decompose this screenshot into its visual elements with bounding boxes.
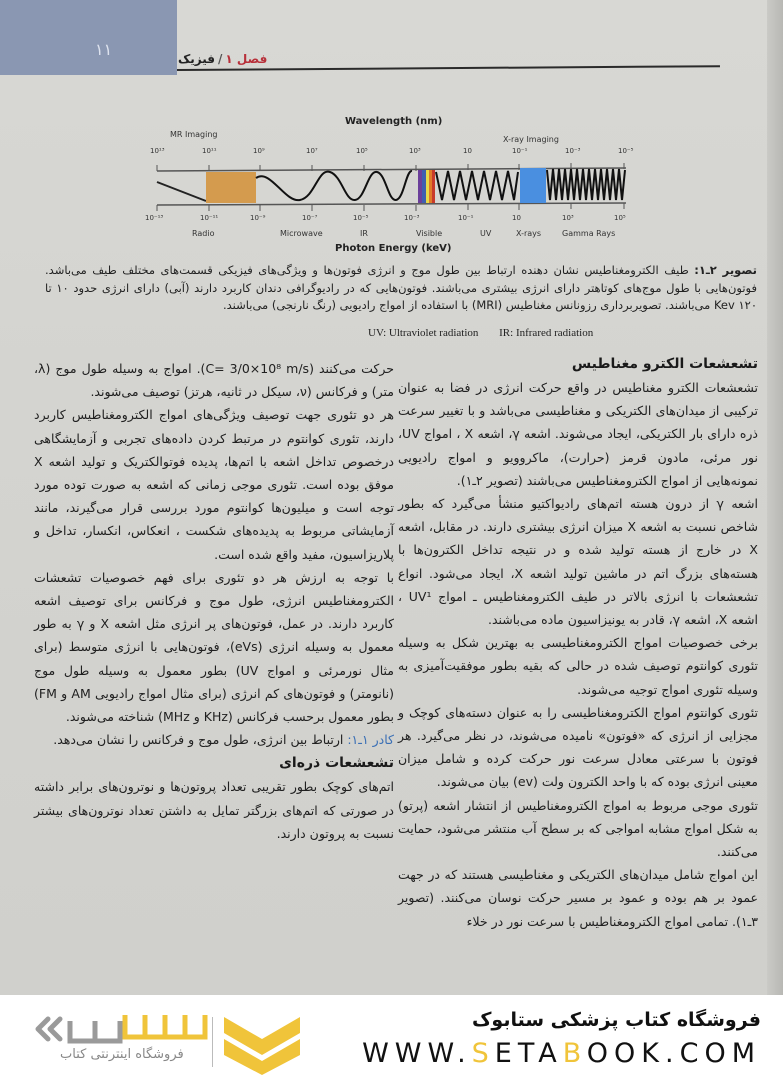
box-text: ارتباط بین انرژی، طول موج و فرکانس را نشان می‌دهد. — [53, 732, 344, 748]
bottom-tick: 10⁻⁵ — [353, 214, 369, 222]
top-tick: 10³ — [409, 147, 421, 155]
bottom-tick: 10⁻⁹ — [250, 214, 266, 222]
region-visible: Visible — [416, 229, 443, 238]
running-head — [178, 52, 267, 66]
xray-imaging-band — [520, 168, 546, 203]
shop-name: فروشگاه کتاب پزشکی ستابوک — [471, 1009, 761, 1031]
shop-url-link[interactable] — [362, 1038, 761, 1069]
box-label: کادر ۱ـ۱: — [347, 732, 394, 748]
top-tick: 10⁹ — [253, 147, 265, 155]
wavelength-axis-title: Wavelength (nm) — [345, 116, 443, 127]
page-edge-shadow — [767, 0, 783, 995]
paragraph: این امواج شامل میدان‌های الکتریکی و مغناطیسی هستند که در جهت عمود بر هم بوده و عمود بر مسیر حرکت نوسان می‌کنند. (تصویر ۳ـ۱). تمامی امواج الکترومغناطیس با سرعت نور در خلاء — [398, 867, 758, 929]
url-part: ETA — [494, 1038, 563, 1069]
uv-abbrev: UV: Ultraviolet radiation — [368, 327, 479, 339]
chevron-logo-icon — [222, 1015, 302, 1075]
region-microwave: Microwave — [280, 229, 323, 238]
paragraph: تشعشعات الکترو مغناطیس در واقع حرکت انرژی در فضا به عنوان ترکیبی از میدان‌های الکتریکی و مغناطیسی می‌باشد و با تغییر سرعت ذره دارای بار الکتریکی، ایجاد می‌شوند. اشعه γ، اشعه X ، امواج UV، نور مرئی، مادون قرمز (حرارت)، ماکروویو و امواج رادیویی نمونه‌هایی از امواج الکترومغناطیس می‌باشند (تصویر ۲ـ۱). — [398, 380, 759, 488]
header-rule — [177, 65, 720, 71]
region-ir: IR — [360, 229, 368, 238]
subject-label: فیزیک — [178, 52, 216, 66]
caption-text: طیف الکترومغناطیس نشان دهنده ارتباط بین طول موج و انرژی فوتون‌ها و ویژگی‌های فیزیکی قسمت‌های مختلف طیف می‌باشد. فوتون‌هایی با طول موج‌های کوتاهتر دارای انرژی بیشتری می‌باشند. فوتون‌هایی که در رادیوگرافی دندان کاربرد دارند (آبی) دارای انرژی حدود ۱۰ تا ۱۲۰ Kev می‌باشند. تصویربرداری رزونانس مغناطیس (MRI) با استفاده از امواج رادیویی (رنگ نارنجی) می‌باشند. — [45, 263, 757, 312]
section-heading-particle: تشعشعات ذره‌ای — [279, 755, 394, 772]
top-tick: 10⁻³ — [565, 147, 581, 155]
top-tick: 10⁷ — [306, 147, 318, 155]
top-tick: 10⁻⁵ — [618, 147, 634, 155]
bottom-tick: 10⁻³ — [404, 214, 420, 222]
chapter-label: فصل ۱ — [225, 52, 268, 66]
top-tick: 10¹³ — [150, 147, 165, 155]
logo-divider — [212, 1017, 213, 1067]
region-xrays: X-rays — [516, 229, 542, 238]
bottom-tick: 10 — [512, 214, 521, 222]
top-tick: 10⁵ — [356, 147, 368, 155]
url-highlight: B — [562, 1038, 587, 1069]
bottom-tick: 10⁻⁷ — [302, 214, 318, 222]
top-tick: 10¹¹ — [202, 147, 217, 155]
bottom-tick: 10⁵ — [614, 214, 626, 222]
url-part: OOK.COM — [586, 1038, 761, 1069]
url-part: WWW. — [362, 1038, 472, 1069]
top-tick: 10⁻¹ — [512, 147, 528, 155]
paragraph: تئوری موجی مربوط به امواج الکترومغناطیس از انتشار اشعه (پرتو) به شکل امواج مشابه امواجی که بر سطح آب منتشر می‌شود، حمایت می‌کنند. — [398, 797, 758, 860]
page-number: ۱۱ — [95, 40, 113, 59]
ir-abbrev: IR: Infrared radiation — [499, 327, 594, 339]
store-banner — [0, 995, 783, 1080]
right-column — [398, 352, 758, 933]
xray-imaging-label: X-ray Imaging — [503, 135, 559, 144]
header-separator: / — [218, 52, 223, 66]
setabook-wordmark — [30, 1007, 210, 1049]
region-gamma: Gamma Rays — [562, 229, 616, 238]
paragraph: حرکت می‌کنند (C= 3/0×10⁸ m/s). امواج به وسیله طول موج (λ، متر) و فرکانس (ν، سیکل در ثانیه، هرتز) توصیف می‌شوند. — [34, 361, 394, 400]
paragraph: اتم‌های کوچک بطور تقریبی تعداد پروتون‌ها و نوترون‌های برابر داشته در صورتی که اتم‌های بزرگتر تمایل به داشتن تعداد نوترون‌های بیشتر نسبت به پروتون دارند. — [34, 779, 394, 841]
paragraph: اشعه γ از درون هسته اتم‌های رادیواکتیو منشأ می‌گیرد که بطور شاخص نسبت به اشعه X میزان انرژی بیشتری دارند. در مقابل، اشعه X در خارج از هسته تولید شده و در نتیجه تداخل الکترون‌ها با هسته‌های بزرگ اتم در ماشین تولید اشعه X، ایجاد می‌شود. انواع تشعشعات با انرژی بالاتر در طیف الکترومغناطیس ـ امواج UV¹ ، اشعه X، اشعه γ، قادر به یونیزاسیون ماده می‌باشند. — [398, 496, 759, 628]
region-uv: UV — [480, 229, 492, 238]
bottom-tick: 10⁻¹³ — [145, 214, 164, 222]
caption-label: تصویر ۲ـ۱: — [694, 263, 757, 277]
paragraph: تئوری کوانتوم امواج الکترومغناطیسی را به عنوان دسته‌های کوچک و مجزایی از انرژی که «فوتون» نامیده می‌شوند، در نظر می‌گیرد. هر فوتون با سرعتی معادل سرعت نور حرکت کرده و شامل میزان معینی انرژی بوده که با واحد الکترون ولت (ev) بیان می‌شوند. — [398, 704, 758, 790]
caption-abbreviations — [368, 327, 611, 339]
paragraph: برخی خصوصیات امواج الکترومغناطیسی به بهترین شکل به وسیله تئوری کوانتوم توصیف شده در حالی که بقیه بطور موفقیت‌آمیزی به وسیله تئوری امواج توجیه می‌شوند. — [398, 635, 758, 697]
region-radio: Radio — [192, 229, 215, 238]
mr-imaging-label: MR Imaging — [170, 130, 218, 139]
logo-subtitle: فروشگاه اینترنتی کتاب — [60, 1047, 184, 1062]
section-heading-em: تشعشعات الکترو مغناطیس — [571, 356, 758, 372]
bottom-tick: 10⁻¹ — [458, 214, 474, 222]
left-column — [34, 357, 394, 845]
bottom-tick: 10³ — [562, 214, 574, 222]
paragraph: با توجه به ارزش هر دو تئوری برای فهم خصوصیات تشعشات الکترومغناطیس انرژی، طول موج و فرکانس برای توصیف اشعه کاربرد دارند. در عمل، فوتون‌های پر انرژی مثل اشعه X و γ به طور معمول به وسیله انرژی (eVs)، فوتون‌هایی با انرژی متوسط (برای مثال نورمرئی و امواج UV) بطور معمول به وسیله طول موج (نانومتر) و فوتون‌های کم انرژی (برای مثال امواج رادیویی AM و FM) بطور معمول برحسب فرکانس (KHz و MHz) شناخته می‌شوند. — [34, 569, 395, 725]
url-highlight: S — [471, 1038, 495, 1069]
figure-caption — [45, 262, 757, 315]
box-reference — [34, 728, 394, 751]
energy-axis-title: Photon Energy (keV) — [335, 243, 452, 254]
mr-imaging-band — [206, 172, 256, 203]
page-number-tab — [0, 0, 177, 75]
bottom-tick: 10⁻¹¹ — [200, 214, 219, 222]
paragraph: هر دو تئوری جهت توصیف ویژگی‌های امواج الکترومغناطیس کاربرد دارند، تئوری کوانتوم در مرتبط کردن داده‌های تجربی و آزمایشگاهی درخصوص تداخل اشعه با اتم‌ها، پدیده فوتوالکتریک و تولید اشعه X موفق بوده است. تئوری موجی زمانی که اشعه به صورت توده مورد توجه است و میلیون‌ها کوانتوم مورد بررسی قرار می‌گیرند، مانند آزمایشاتی مربوط به پدیده‌های شکست ، انعکاس، انکسار، تداخل و پلاریزاسیون، مفید واقع شده است. — [34, 407, 394, 562]
em-spectrum-figure — [140, 108, 660, 258]
top-tick: 10 — [463, 147, 472, 155]
